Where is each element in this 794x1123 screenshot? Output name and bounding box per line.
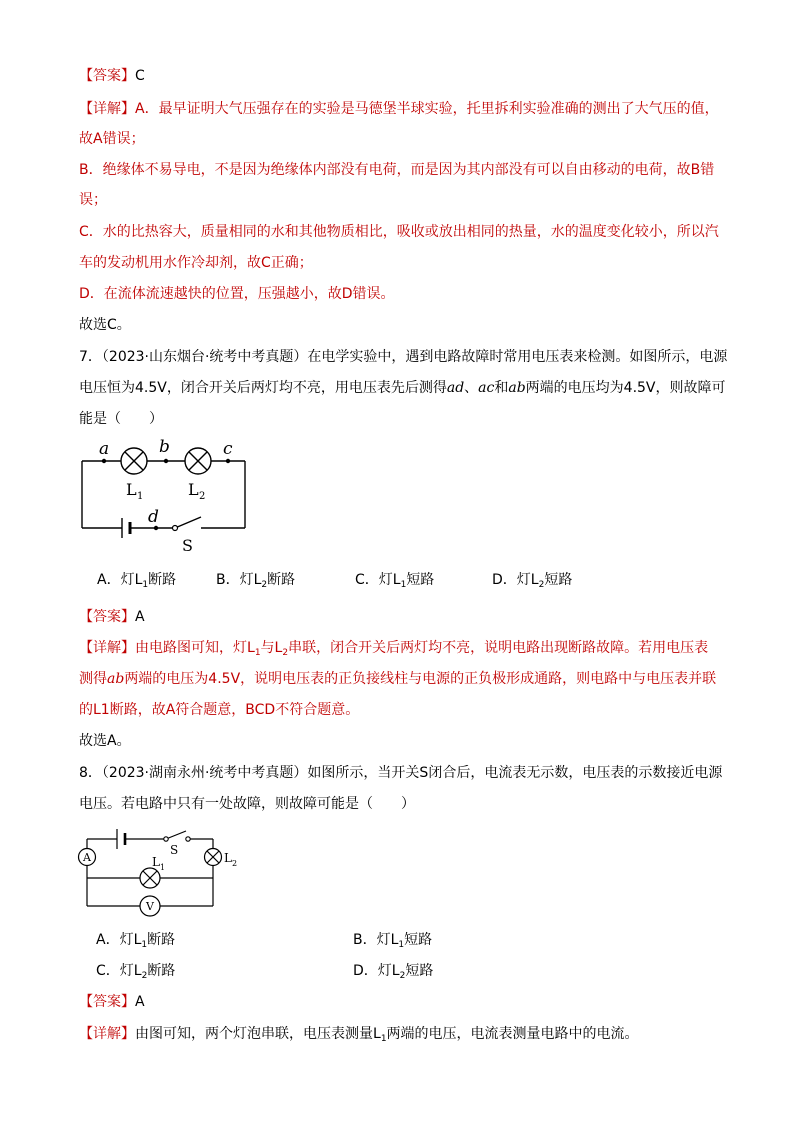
answer-label: 【答案】 (79, 609, 135, 625)
junction-dots (102, 459, 230, 530)
node-c-label: c (223, 439, 233, 459)
lamp-l1-icon (121, 448, 147, 474)
q7-circuit-diagram (78, 436, 253, 558)
choose-line: 故选C。 (79, 317, 131, 333)
ammeter-label: A (83, 851, 91, 864)
detail-c-line2: 车的发动机用水作冷却剂，故C正确； (79, 255, 313, 271)
answer-line-6 (79, 66, 145, 86)
detail-text-cont: 故A错误； (79, 131, 145, 147)
detail-label: 【详解】 (79, 101, 135, 117)
switch-icon (173, 526, 178, 531)
q7-stem-line2: 电压恒为4.5V，闭合开关后两灯均不亮，用电压表先后测得ad、ac和ab两端的电压均为4.5V，则故障可 (79, 380, 726, 396)
lamp-l2-sub: 2 (199, 491, 206, 502)
answer-label: 【答案】 (79, 68, 135, 84)
q7-answer-line (79, 607, 145, 627)
answer-label: 【答案】 (79, 994, 135, 1010)
q7-choose-line: 故选A。 (79, 733, 131, 749)
q7-option-c[interactable]: C．灯$L_1$短路 (355, 572, 435, 590)
lamp-l2-sub: 2 (232, 859, 238, 868)
q8-detail-line1: 【详解】由图可知，两个灯泡串联，电压表测量$L_1$两端的电压，电流表测量电路中的电流。 (79, 1026, 639, 1044)
lamp-l2-label: L (188, 480, 199, 499)
q8-option-a[interactable]: A．灯$L_1$断路 (96, 932, 176, 950)
node-d-label: d (148, 507, 159, 527)
detail-d-line1: D．在流体流速越快的位置，压强越小，故D错误。 (79, 286, 395, 302)
q8-stem-line2: 电压。若电路中只有一处故障，则故障可能是（ ） (79, 796, 415, 812)
answer-value: A (135, 609, 145, 625)
lamp-l1-sub: 1 (160, 863, 166, 872)
q8-stem-line1: 8．（2023·湖南永州·统考中考真题）如图所示，当开关S闭合后，电流表无示数，电压表的示数接近电源 (79, 765, 723, 781)
q8-circuit-diagram (76, 824, 246, 920)
detail-label: 【详解】 (79, 1026, 135, 1042)
voltmeter-label: V (146, 900, 154, 913)
node-a-label: a (99, 439, 110, 459)
q7-option-a[interactable]: A．灯$L_1$断路 (97, 572, 177, 590)
switch-label: S (182, 536, 193, 555)
q8-option-c[interactable]: C．灯$L_2$断路 (96, 963, 176, 981)
q8-option-d[interactable]: D．灯$L_2$短路 (353, 963, 434, 981)
q7-detail-line3: 的L1断路，故A符合题意，BCD不符合题意。 (79, 702, 360, 718)
battery-icon (117, 829, 125, 849)
node-b-label: b (159, 437, 170, 457)
detail-b-line1: B．绝缘体不易导电，不是因为绝缘体内部没有电荷，而是因为其内部没有可以自由移动的电荷，故B错 (79, 162, 715, 178)
lamp-l1-sub: 1 (137, 491, 144, 502)
switch-label: S (170, 843, 179, 857)
lamp-l1-label: L (126, 480, 137, 499)
battery-icon (122, 518, 130, 538)
q8-answer-line (79, 992, 145, 1012)
detail-text: A．最早证明大气压强存在的实验是马德堡半球实验，托里拆利实验准确的测出了大气压的值， (135, 101, 719, 117)
answer-value: A (135, 994, 145, 1010)
detail-label: 【详解】 (79, 640, 135, 656)
q7-option-d[interactable]: D．灯$L_2$短路 (492, 572, 573, 590)
detail-b-line2: 误； (79, 192, 107, 208)
lamp-l2-icon (185, 448, 211, 474)
q8-option-b[interactable]: B．灯$L_1$短路 (353, 932, 433, 950)
switch-icon (164, 837, 168, 841)
lamp-l1-icon (140, 868, 160, 888)
lamp-l1-label: L (152, 855, 160, 869)
detail-line (79, 99, 719, 119)
q7-detail-line1: 【详解】由电路图可知，灯$L_1$与$L_2$串联，闭合开关后两灯均不亮，说明电路出现断路故障。若用电压表 (79, 640, 709, 658)
lamp-l2-icon (205, 849, 222, 866)
q7-stem-line3: 能是（ ） (79, 411, 163, 427)
q7-detail-line2: 测得ab两端的电压为4.5V，说明电压表的正负接线柱与电源的正负极形成通路，则电路中与电压表并联 (79, 671, 717, 687)
q7-option-b[interactable]: B．灯$L_2$断路 (216, 572, 296, 590)
q7-stem-line1: 7．（2023·山东烟台·统考中考真题）在电学实验中，遇到电路故障时常用电压表来检测。如图所示，电源 (79, 349, 728, 365)
lamp-l2-label: L (224, 851, 232, 865)
answer-value: C (135, 68, 145, 84)
switch-icon (186, 837, 190, 841)
detail-c-line1: C．水的比热容大，质量相同的水和其他物质相比，吸收或放出相同的热量，水的温度变化较小，所以汽 (79, 224, 719, 240)
